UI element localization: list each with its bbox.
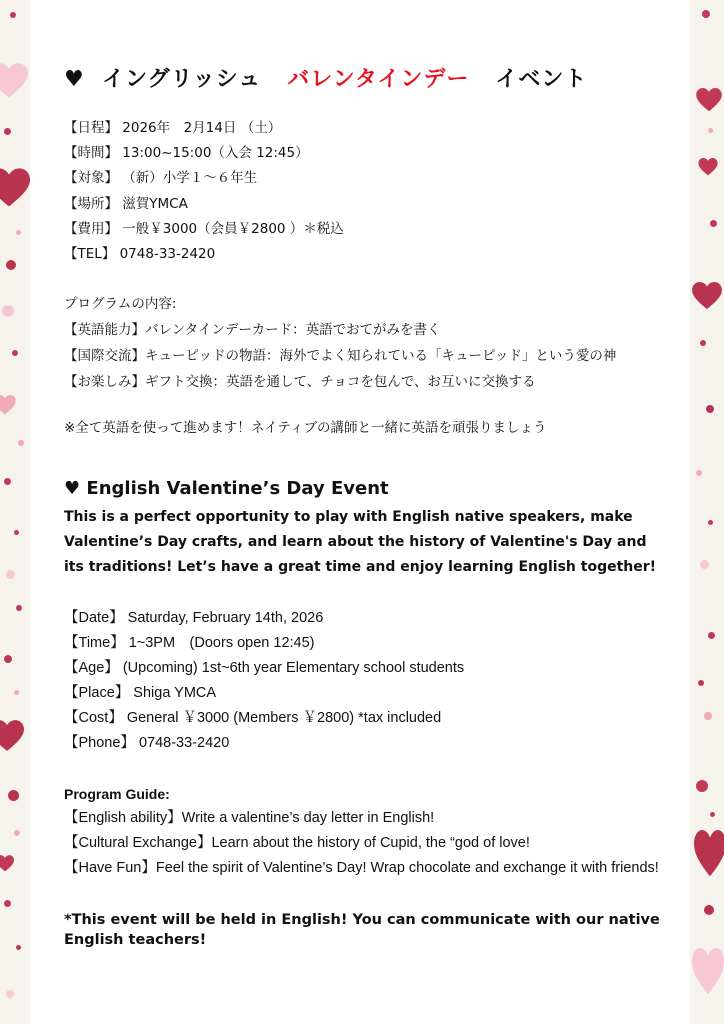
dot-decoration xyxy=(696,470,702,476)
dot-decoration xyxy=(10,12,16,18)
jp-program-item: 【英語能力】バレンタインデーカード：英語でおてがみを書く xyxy=(64,322,441,338)
heart-icon xyxy=(698,158,718,176)
dot-decoration xyxy=(4,655,12,663)
heart-icon xyxy=(0,855,14,872)
heart-icon xyxy=(0,395,16,415)
en-program-item: 【English ability】Write a valentine’s day letter in English! xyxy=(64,810,435,826)
right-heart-border xyxy=(690,0,724,1024)
dot-decoration xyxy=(708,128,713,133)
dot-decoration xyxy=(14,830,20,836)
heart-icon: ♥ xyxy=(64,67,85,92)
dot-decoration xyxy=(16,605,22,611)
jp-program xyxy=(64,291,616,395)
dot-decoration xyxy=(4,128,11,135)
dot-decoration xyxy=(12,350,18,356)
en-time-line: 【Time】 1~3PM (Doors open 12:45) xyxy=(64,635,315,651)
dot-decoration xyxy=(708,520,713,525)
dot-decoration xyxy=(698,680,704,686)
jp-english-note: ※全て英語を使って進めます！ネイティブの講師と一緒に英語を頑張りましょう xyxy=(64,420,547,436)
heart-icon xyxy=(0,168,30,208)
en-age-line: 【Age】 (Upcoming) 1st~6th year Elementary school students xyxy=(64,660,465,676)
left-heart-border xyxy=(0,0,30,1024)
dot-decoration xyxy=(696,780,708,792)
dot-decoration xyxy=(700,340,706,346)
en-event-title: ♥ English Valentine’s Day Event xyxy=(64,478,389,499)
en-date-line: 【Date】 Saturday, February 14th, 2026 xyxy=(64,610,324,626)
en-intro-paragraph: This is a perfect opportunity to play with English native speakers, make Valentine’s Day crafts, and learn about the history of Valentine's Day and its traditions! Let’s have a great time and enjoy learning English together! xyxy=(64,509,657,575)
dot-decoration xyxy=(704,712,712,720)
dot-decoration xyxy=(14,530,19,535)
dot-decoration xyxy=(706,405,714,413)
jp-title-valentine: バレンタインデー xyxy=(287,67,470,92)
en-phone-line: 【Phone】 0748-33-2420 xyxy=(64,735,230,751)
heart-icon xyxy=(696,88,722,112)
jp-tel-line: 【TEL】 0748-33-2420 xyxy=(64,246,216,263)
dot-decoration xyxy=(18,440,24,446)
jp-program-item: 【お楽しみ】ギフト交換：英語を通して、チョコを包んで、お互いに交換する xyxy=(64,374,536,390)
jp-target-line: 【対象】 （新）小学１～６年生 xyxy=(64,170,258,187)
dot-decoration xyxy=(2,305,14,317)
jp-details xyxy=(64,116,344,267)
dot-decoration xyxy=(6,570,15,579)
dot-decoration xyxy=(710,220,717,227)
jp-place-line: 【場所】 滋賀YMCA xyxy=(64,195,188,212)
jp-event-title xyxy=(64,62,587,93)
jp-program-heading: プログラムの内容: xyxy=(64,296,177,312)
heart-icon xyxy=(692,282,722,310)
jp-program-item: 【国際交流】キューピッドの物語：海外でよく知られている「キューピッド」という愛の神 xyxy=(64,348,617,364)
en-program-item: 【Cultural Exchange】Learn about the history of Cupid, the “god of love! xyxy=(64,835,530,851)
dot-decoration xyxy=(704,905,714,915)
en-cost-line: 【Cost】 General ￥3000 (Members ￥2800) *tax included xyxy=(64,710,442,726)
dot-decoration xyxy=(8,790,19,801)
heart-icon xyxy=(0,62,28,100)
dot-decoration xyxy=(4,900,11,907)
jp-title-event: イベント xyxy=(495,67,588,92)
en-program-item: 【Have Fun】Feel the spirit of Valentine’s Day! Wrap chocolate and exchange it with friends! xyxy=(64,860,659,876)
dot-decoration xyxy=(6,260,16,270)
dot-decoration xyxy=(708,632,715,639)
dot-decoration xyxy=(16,945,21,950)
heart-icon xyxy=(692,948,724,996)
dot-decoration xyxy=(700,560,709,569)
dot-decoration xyxy=(710,812,715,817)
jp-time-line: 【時間】 13:00~15:00（入会 12:45） xyxy=(64,145,309,162)
heart-icon xyxy=(694,830,724,878)
en-place-line: 【Place】 Shiga YMCA xyxy=(64,685,217,701)
jp-title-english: イングリッシュ xyxy=(102,67,262,92)
dot-decoration xyxy=(4,478,11,485)
en-program-heading: Program Guide: xyxy=(64,786,170,802)
jp-date-line: 【日程】 2026年 2月14日 （土） xyxy=(64,120,282,136)
dot-decoration xyxy=(14,690,19,695)
dot-decoration xyxy=(16,230,21,235)
en-program xyxy=(64,806,659,881)
dot-decoration xyxy=(702,10,710,18)
en-english-note: *This event will be held in English! You can communicate with our native English teachers! xyxy=(64,912,660,948)
heart-icon xyxy=(0,720,24,752)
jp-cost-line: 【費用】 一般￥3000（会員￥2800 ）＊税込 xyxy=(64,220,344,237)
dot-decoration xyxy=(6,990,14,998)
en-details xyxy=(64,606,464,756)
